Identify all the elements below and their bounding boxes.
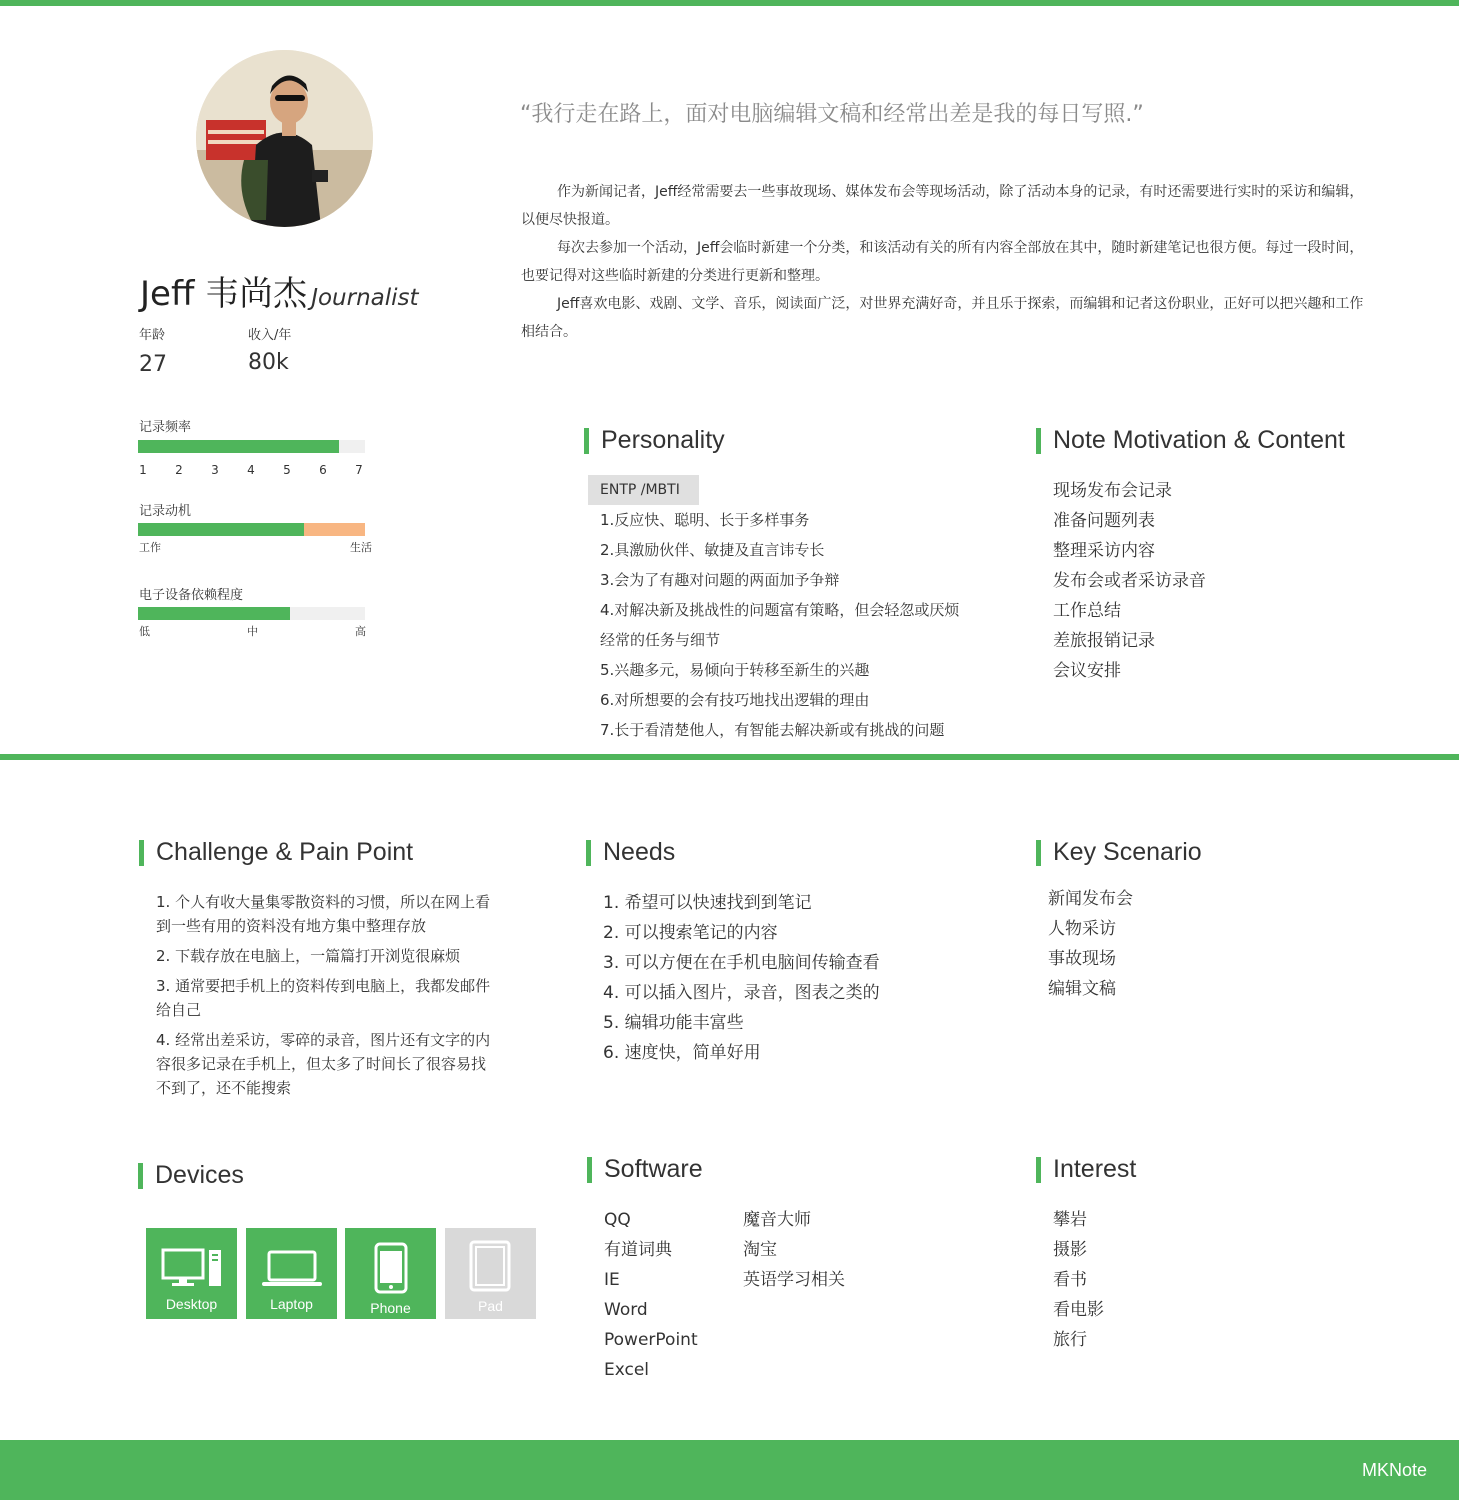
footer-bar [0, 1440, 1459, 1500]
device-laptop [246, 1228, 337, 1319]
list-item: 6. 速度快，简单好用 [603, 1043, 761, 1063]
software-heading: Software [587, 1155, 703, 1184]
phone-icon [374, 1242, 408, 1294]
list-item: 看书 [1053, 1270, 1087, 1290]
list-item: 2.具激励伙伴、敏捷及直言讳专长 [600, 541, 825, 559]
avatar [196, 50, 373, 227]
list-item: 2. 可以搜索笔记的内容 [603, 923, 778, 943]
list-item: 英语学习相关 [743, 1270, 845, 1290]
frequency-tick: 1 [139, 463, 147, 477]
list-item: 整理采访内容 [1053, 541, 1155, 561]
motivation-right-label: 生活 [350, 541, 372, 554]
device-desktop [146, 1228, 237, 1319]
list-item: 4. 经常出差采访，零碎的录音，图片还有文字的内容很多记录在手机上，但太多了时间长了很容易找不到了，还不能搜索 [156, 1031, 491, 1097]
list-item: 准备问题列表 [1053, 511, 1155, 531]
list-item: 工作总结 [1053, 601, 1121, 621]
bio-paragraph: 每次去参加一个活动，Jeff会临时新建一个分类，和该活动有关的所有内容全部放在其中，随时新建笔记也很方便。每过一段时间，也要记得对这些临时新建的分类进行更新和整理。 [521, 240, 1364, 284]
list-item: 1. 希望可以快速找到到笔记 [603, 893, 812, 913]
age-value: 27 [139, 352, 167, 377]
frequency-tick: 4 [247, 463, 255, 477]
list-item: 4.对解决新及挑战性的问题富有策略，但会轻忽或厌烦 [600, 601, 960, 619]
personality-list [600, 505, 959, 745]
dependence-high-label: 高 [355, 625, 366, 638]
list-item: 看电影 [1053, 1300, 1104, 1320]
list-item: 新闻发布会 [1048, 889, 1133, 909]
dependence-low-label: 低 [139, 625, 150, 638]
list-item: 5.兴趣多元，易倾向于转移至新生的兴趣 [600, 661, 870, 679]
list-item: 事故现场 [1048, 949, 1116, 969]
mbti-badge: ENTP /MBTI [588, 475, 699, 505]
list-item: IE [604, 1270, 620, 1290]
interest-list [1053, 1205, 1104, 1355]
bio-paragraph: 作为新闻记者，Jeff经常需要去一些事故现场、媒体发布会等现场活动，除了活动本身的记录，有时还需要进行实时的采访和编辑，以便尽快报道。 [521, 184, 1364, 228]
profile-role: Journalist [311, 285, 419, 311]
device-label: Laptop [270, 1296, 313, 1312]
list-item: 魔音大师 [743, 1210, 811, 1230]
list-item: 会议安排 [1053, 661, 1121, 681]
motivation-content-heading: Note Motivation & Content [1036, 426, 1345, 455]
software-list-col2 [743, 1205, 845, 1295]
motivation-title: 记录动机 [139, 504, 192, 519]
list-item: 7.长于看清楚他人，有智能去解决新或有挑战的问题 [600, 721, 945, 739]
devices-heading: Devices [138, 1161, 244, 1190]
dependence-mid-label: 中 [247, 625, 258, 638]
motivation-life-fill [304, 523, 365, 536]
challenge-list [156, 890, 496, 1106]
personality-heading: Personality [584, 426, 725, 455]
bio-paragraph: Jeff喜欢电影、戏剧、文学、音乐，阅读面广泛，对世界充满好奇，并且乐于探索，而编辑和记者这份职业，正好可以把兴趣和工作相结合。 [521, 296, 1364, 340]
frequency-tick: 2 [175, 463, 183, 477]
motivation-work-fill [138, 523, 304, 536]
dependence-bar [138, 607, 365, 620]
list-item: 发布会或者采访录音 [1053, 571, 1206, 591]
persona-quote: “我行走在路上，面对电脑编辑文稿和经常出差是我的每日写照.” [520, 102, 1144, 127]
list-item: 3.会为了有趣对问题的两面加予争辩 [600, 571, 840, 589]
list-item: 6.对所想要的会有技巧地找出逻辑的理由 [600, 691, 870, 709]
list-item: 差旅报销记录 [1053, 631, 1155, 651]
list-item: 旅行 [1053, 1330, 1087, 1350]
list-item: 3. 通常要把手机上的资料传到电脑上，我都发邮件给自己 [156, 977, 491, 1019]
frequency-bar-fill [138, 440, 339, 453]
frequency-title: 记录频率 [139, 420, 192, 435]
list-item: Excel [604, 1360, 650, 1380]
list-item: 有道词典 [604, 1240, 672, 1260]
list-item: 5. 编辑功能丰富些 [603, 1013, 744, 1033]
motivation-bar [138, 523, 365, 536]
frequency-tick: 7 [355, 463, 363, 477]
dependence-bar-fill [138, 607, 290, 620]
top-accent-bar [0, 0, 1459, 6]
device-label: Phone [370, 1300, 411, 1316]
income-value: 80k [248, 350, 289, 375]
persona-bio [521, 178, 1371, 346]
frequency-tick: 6 [319, 463, 327, 477]
age-label: 年龄 [139, 328, 166, 343]
scenario-heading: Key Scenario [1036, 838, 1202, 867]
list-item: QQ [604, 1210, 631, 1230]
challenge-heading: Challenge & Pain Point [139, 838, 413, 867]
list-item: 摄影 [1053, 1240, 1087, 1260]
section-divider-bar [0, 754, 1459, 760]
list-item: 攀岩 [1053, 1210, 1087, 1230]
laptop-icon [262, 1250, 322, 1288]
list-item: 编辑文稿 [1048, 979, 1116, 999]
needs-heading: Needs [586, 838, 675, 867]
motivation-content-list [1053, 476, 1206, 686]
list-item: 淘宝 [743, 1240, 777, 1260]
scenario-list [1048, 884, 1133, 1004]
motivation-left-label: 工作 [139, 541, 161, 554]
profile-name-row [140, 266, 419, 315]
list-item: 3. 可以方便在在手机电脑间传输查看 [603, 953, 880, 973]
list-item: 现场发布会记录 [1053, 481, 1172, 501]
list-item: 1. 个人有收大量集零散资料的习惯，所以在网上看到一些有用的资料没有地方集中整理存放 [156, 893, 491, 935]
device-pad [445, 1228, 536, 1319]
list-item: 经常的任务与细节 [600, 631, 721, 649]
device-phone [345, 1228, 436, 1319]
needs-list [603, 888, 880, 1068]
device-label: Pad [478, 1298, 503, 1314]
footer-brand: MKNote [1361, 1460, 1427, 1480]
list-item: Word [604, 1300, 648, 1320]
device-label: Desktop [165, 1296, 218, 1312]
frequency-tick: 5 [283, 463, 291, 477]
avatar-photo [196, 50, 373, 227]
list-item: 2. 下载存放在电脑上，一篇篇打开浏览很麻烦 [156, 947, 461, 965]
desktop-icon [161, 1248, 223, 1288]
list-item: 4. 可以插入图片，录音，图表之类的 [603, 983, 880, 1003]
profile-name: Jeff 韦尚杰 [140, 274, 308, 314]
dependence-title: 电子设备依赖程度 [139, 588, 244, 603]
software-list-col1 [604, 1205, 698, 1385]
list-item: 人物采访 [1048, 919, 1116, 939]
frequency-bar [138, 440, 365, 453]
income-label: 收入/年 [248, 328, 292, 343]
list-item: PowerPoint [604, 1330, 698, 1350]
list-item: 1.反应快、聪明、长于多样事务 [600, 511, 810, 529]
frequency-tick: 3 [211, 463, 219, 477]
tablet-icon [469, 1240, 511, 1292]
interest-heading: Interest [1036, 1155, 1136, 1184]
